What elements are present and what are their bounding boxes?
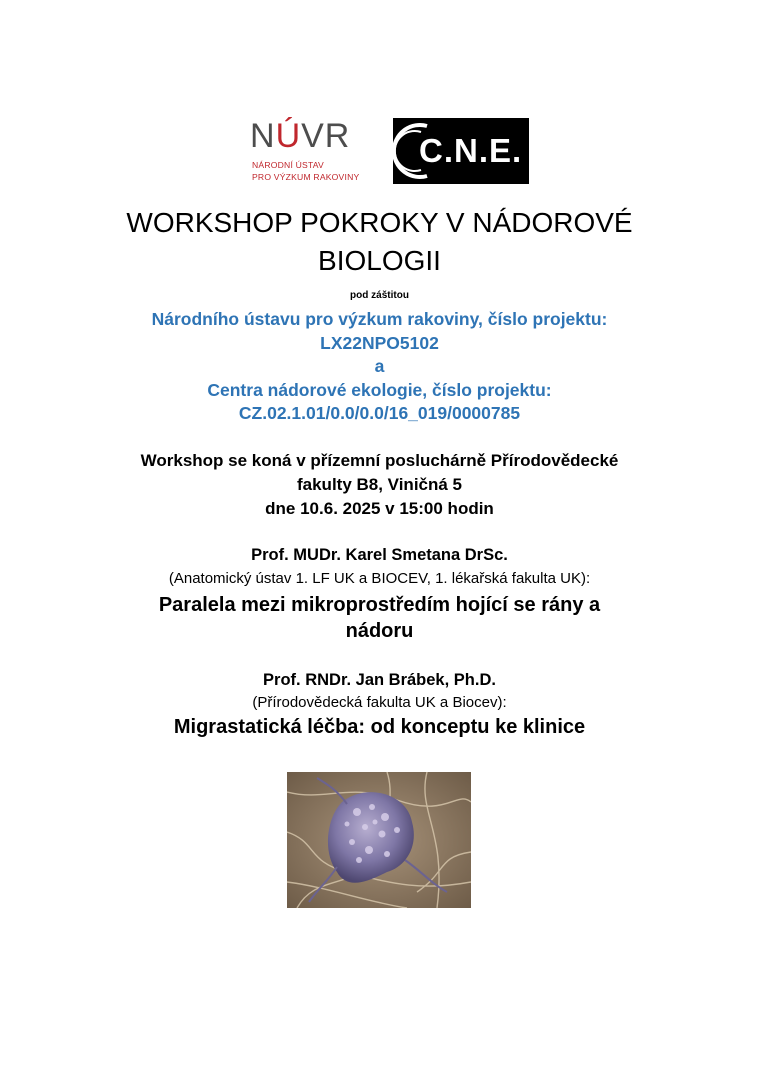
nuvr-logo-mark: NÚVR [250,117,351,155]
page-title [0,204,759,280]
title-line1: WORKSHOP POKROKY V NÁDOROVÉ [126,207,633,238]
venue-block [0,449,759,521]
patronage-intro: pod záštitou [350,290,409,301]
speaker-1-talk [0,592,759,644]
patronage-line4: Centra nádorové ekologie, číslo projektu: [207,379,552,400]
patronage-block [0,308,759,426]
speaker-1-talk-line1: Paralela mezi mikroprostředím hojící se rány a [158,594,601,616]
logo-row [0,118,759,188]
title-line2: BIOLOGII [318,245,441,276]
cne-logo-text: C.N.E. [419,132,523,169]
venue-line2: fakulty B8, Viničná 5 [296,475,463,494]
speaker-2-name: Prof. RNDr. Jan Brábek, Ph.D. [263,671,496,689]
nuvr-logo-line1: NÁRODNÍ ÚSTAV [252,160,324,170]
patronage-line1: Národního ústavu pro výzkum rakoviny, číslo projektu: [151,309,608,329]
patronage-line5: CZ.02.1.01/0.0/0.0/16_019/0000785 [238,403,521,423]
cne-logo [393,118,529,184]
nuvr-logo-line2: PRO VÝZKUM RAKOVINY [252,172,360,182]
speaker-1-name: Prof. MUDr. Karel Smetana DrSc. [251,546,508,564]
speaker-1-affiliation: (Anatomický ústav 1. LF UK a BIOCEV, 1. lékařská fakulta UK): [168,570,591,587]
speaker-1-talk-line2: nádoru [345,620,414,642]
venue-line3: dne 10.6. 2025 v 15:00 hodin [265,499,494,518]
cancer-cell-micrograph [287,772,471,908]
speaker-2-affiliation: (Přírodovědecká fakulta UK a Biocev): [252,694,507,711]
speaker-2-talk: Migrastatická léčba: od konceptu ke klinice [173,716,586,738]
patronage-line3: a [374,356,385,376]
venue-line1: Workshop se koná v přízemní posluchárně Přírodovědecké [140,451,619,470]
nuvr-logo [250,118,390,184]
patronage-line2: LX22NPO5102 [320,332,439,353]
